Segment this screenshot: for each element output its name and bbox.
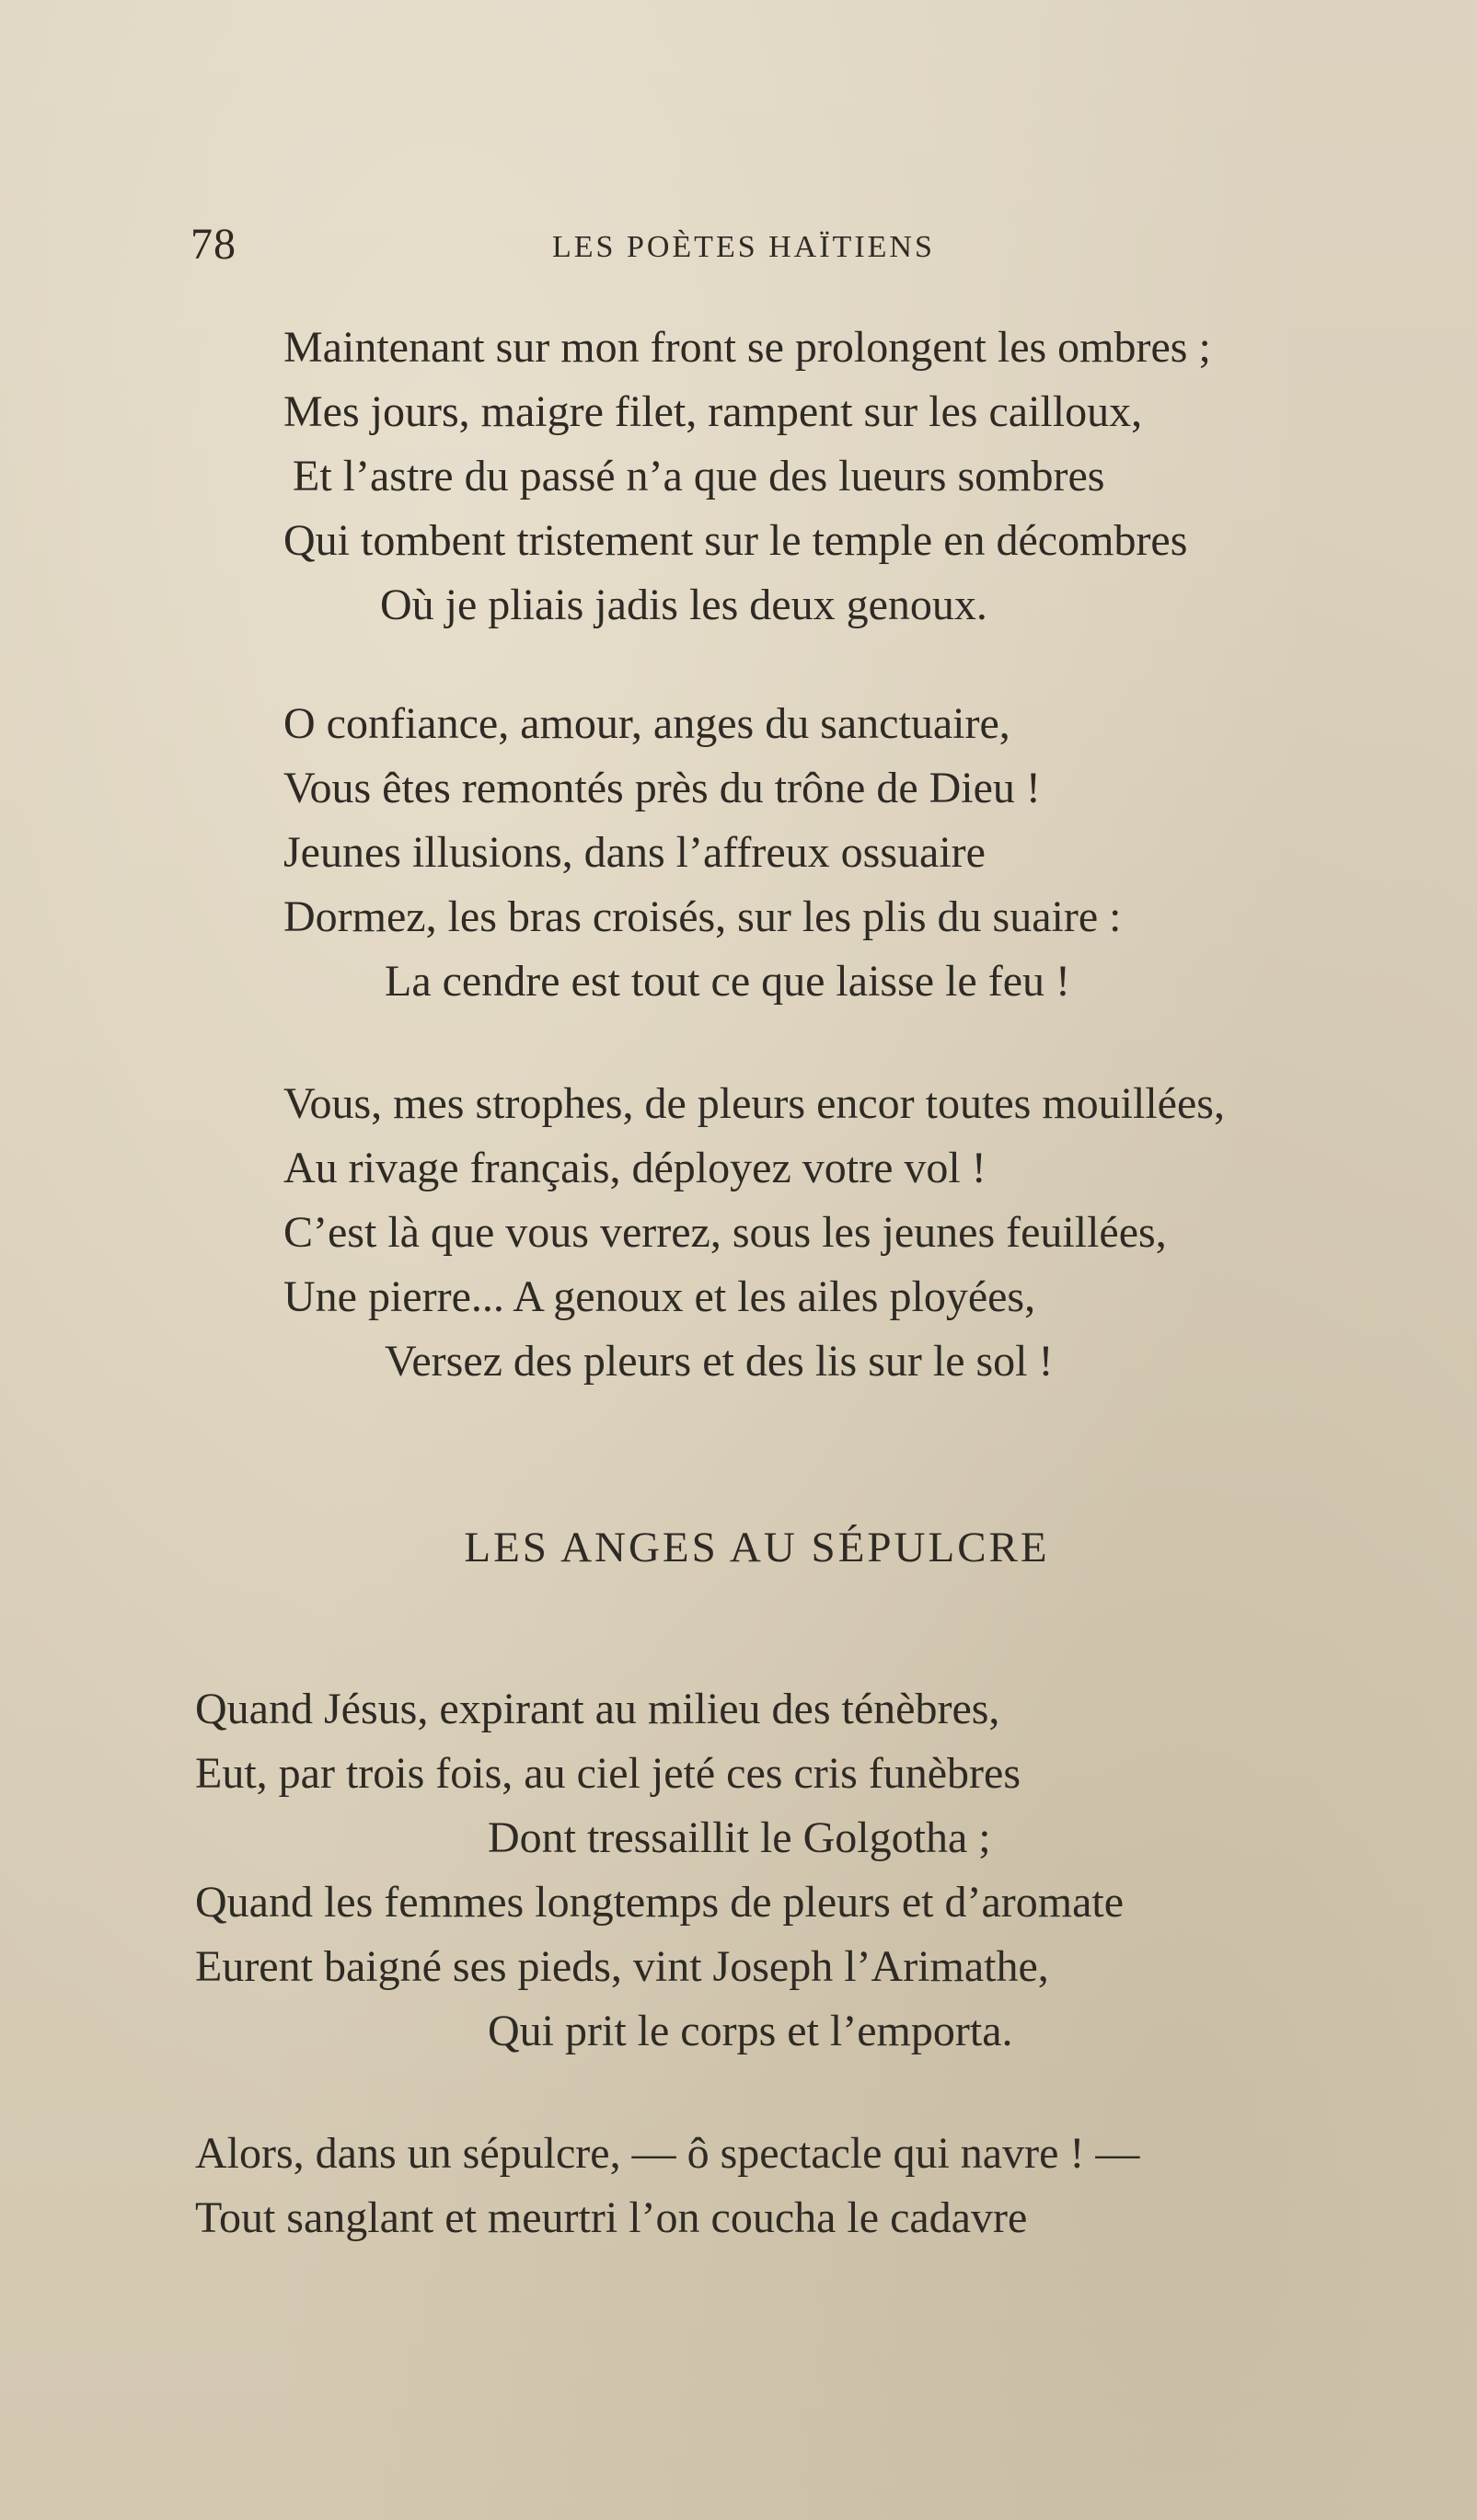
page-number: 78 — [190, 220, 237, 269]
running-title: LES POÈTES HAÏTIENS — [552, 230, 935, 264]
stanza-3 — [283, 1072, 1225, 1394]
verse-line: Eurent baigné ses pieds, vint Joseph l’Arimathe, — [195, 1942, 1049, 1991]
verse-line: Vous êtes remontés près du trône de Dieu ! — [283, 764, 1041, 812]
verse-line: Maintenant sur mon front se prolongent les ombres ; — [283, 323, 1211, 372]
verse-line: Quand les femmes longtemps de pleurs et d’aromate — [195, 1878, 1125, 1927]
verse-line: Vous, mes strophes, de pleurs encor toutes mouillées, — [283, 1079, 1225, 1128]
verse-line: La cendre est tout ce que laisse le feu ! — [385, 957, 1070, 1006]
verse-line: Jeunes illusions, dans l’affreux ossuaire — [283, 828, 986, 877]
verse-line: Qui prit le corps et l’emporta. — [488, 2007, 1013, 2055]
stanza-5 — [195, 2122, 1139, 2250]
stanza-1 — [283, 316, 1211, 638]
verse-line: Quand Jésus, expirant au milieu des ténèbres, — [195, 1685, 1000, 1733]
verse-line: Au rivage français, déployez votre vol ! — [283, 1144, 987, 1192]
verse-line: O confiance, amour, anges du sanctuaire, — [283, 699, 1010, 748]
running-head — [0, 219, 1477, 274]
poem-title: LES ANGES AU SÉPULCRE — [464, 1524, 1050, 1571]
stanza-4 — [195, 1677, 1124, 2064]
verse-line: Qui tombent tristement sur le temple en décombres — [283, 516, 1188, 565]
verse-line: Mes jours, maigre filet, rampent sur les cailloux, — [283, 387, 1143, 436]
verse-line: Une pierre... A genoux et les ailes ployées, — [283, 1272, 1036, 1321]
verse-line: Où je pliais jadis les deux genoux. — [380, 581, 987, 629]
verse-line: Tout sanglant et meurtri l’on coucha le cadavre — [195, 2193, 1028, 2242]
verse-line: Dont tressaillit le Golgotha ; — [488, 1813, 991, 1862]
verse-line: Et l’astre du passé n’a que des lueurs sombres — [293, 452, 1105, 501]
verse-line: Eut, par trois fois, au ciel jeté ces cris funèbres — [195, 1749, 1021, 1798]
stanza-2 — [283, 692, 1121, 1014]
verse-line: Versez des pleurs et des lis sur le sol ! — [385, 1337, 1054, 1386]
verse-line: Alors, dans un sépulcre, — ô spectacle qui navre ! — — [195, 2129, 1140, 2178]
verse-line: C’est là que vous verrez, sous les jeunes feuillées, — [283, 1208, 1167, 1257]
verse-line: Dormez, les bras croisés, sur les plis du suaire : — [283, 892, 1122, 941]
